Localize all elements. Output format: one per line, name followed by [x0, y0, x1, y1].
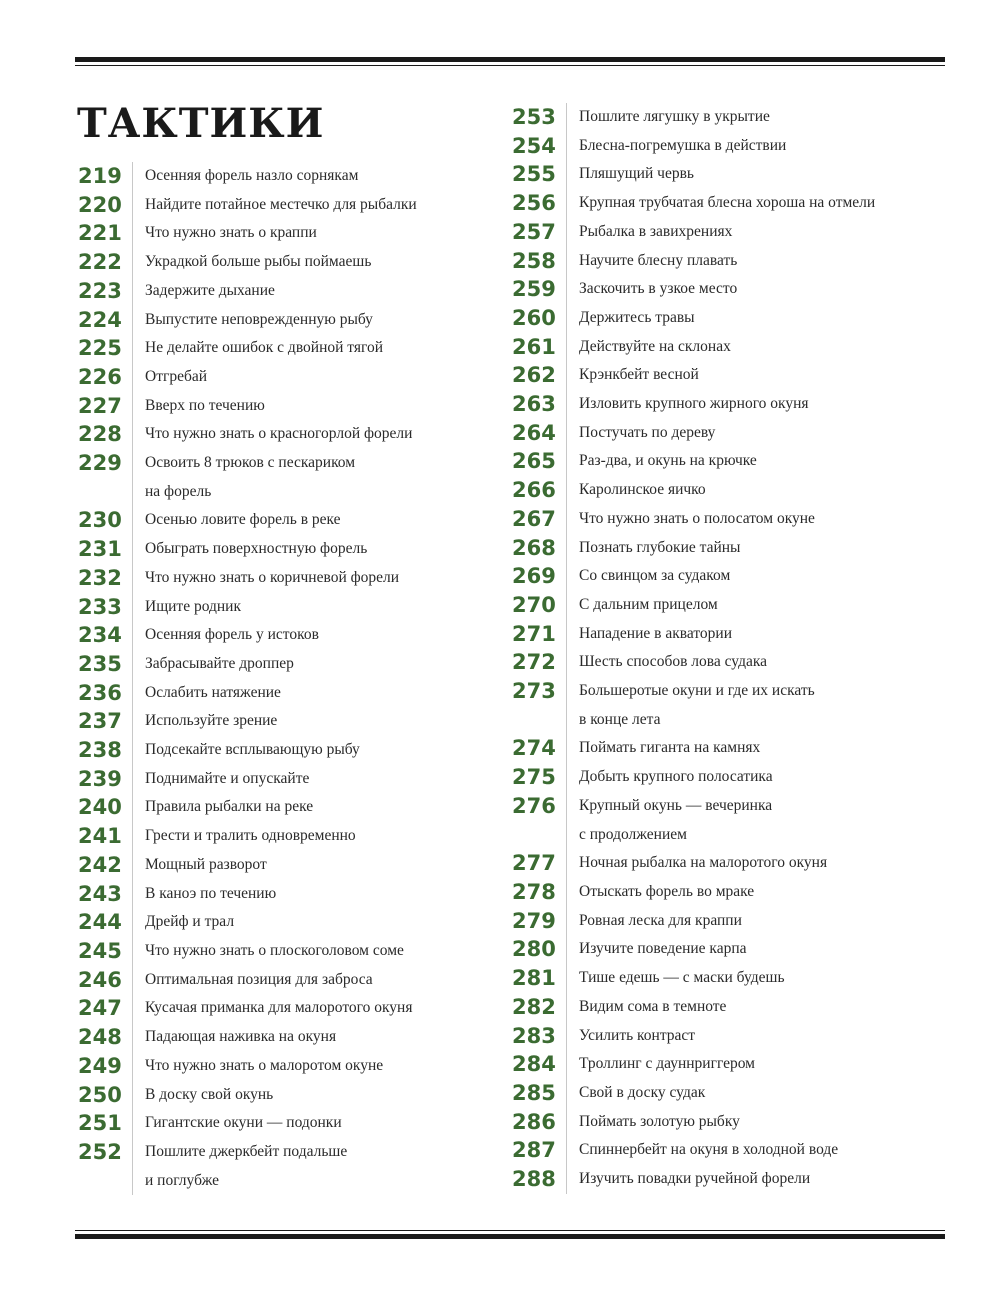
entry-number: 250 — [78, 1082, 122, 1107]
entry-title: Постучать по дереву — [566, 419, 942, 448]
entry-number: 288 — [512, 1167, 556, 1192]
toc-entry — [78, 1023, 478, 1052]
entry-title: Поймать золотую рыбку — [566, 1108, 942, 1137]
entry-title: Осенняя форель у истоков — [132, 621, 478, 650]
entry-title: Со свинцом за судаком — [566, 562, 942, 591]
toc-entry — [78, 219, 478, 248]
entry-number: 268 — [512, 535, 556, 560]
toc-entry — [78, 880, 478, 909]
entry-number: 228 — [78, 422, 122, 447]
entry-number: 258 — [512, 248, 556, 273]
entry-title: Что нужно знать о краппи — [132, 219, 478, 248]
entry-title: Изучить повадки ручейной форели — [566, 1165, 942, 1194]
entry-title: Отыскать форель во мраке — [566, 878, 942, 907]
entry-number: 263 — [512, 392, 556, 417]
toc-column-right — [512, 103, 942, 1194]
entry-number: 249 — [78, 1053, 122, 1078]
toc-entry — [78, 420, 478, 449]
entry-number: 234 — [78, 623, 122, 648]
toc-entry — [512, 562, 942, 591]
entry-number: 235 — [78, 651, 122, 676]
toc-entry — [512, 1136, 942, 1165]
entry-number: 244 — [78, 910, 122, 935]
entry-title: Познать глубокие тайны — [566, 534, 942, 563]
entry-title: Правила рыбалки на реке — [132, 793, 478, 822]
toc-entry — [78, 564, 478, 593]
toc-entry — [512, 189, 942, 218]
entry-title: Усилить контраст — [566, 1022, 942, 1051]
entry-title: Осенью ловите форель в реке — [132, 506, 478, 535]
toc-entry — [78, 162, 478, 191]
entry-title: Заскочить в узкое место — [566, 275, 942, 304]
entry-number: 286 — [512, 1109, 556, 1134]
entry-title: Спиннербейт на окуня в холодной воде — [566, 1136, 942, 1165]
entry-number: 255 — [512, 162, 556, 187]
entry-title: Каролинское яичко — [566, 476, 942, 505]
entry-number: 239 — [78, 766, 122, 791]
entry-number: 238 — [78, 738, 122, 763]
entry-number: 270 — [512, 592, 556, 617]
toc-entry — [512, 1108, 942, 1137]
entry-number: 278 — [512, 879, 556, 904]
entry-number: 253 — [512, 105, 556, 129]
entry-title: Грести и тралить одновременно — [132, 822, 478, 851]
toc-entry — [78, 707, 478, 736]
entry-number: 264 — [512, 420, 556, 445]
entry-title: Пошлите джеркбейт подальше и поглубже — [132, 1138, 478, 1195]
toc-entry — [78, 535, 478, 564]
entry-number: 275 — [512, 765, 556, 790]
entry-number: 246 — [78, 967, 122, 992]
entry-number: 219 — [78, 164, 122, 188]
entry-number: 265 — [512, 449, 556, 474]
toc-entry — [78, 793, 478, 822]
entry-number: 233 — [78, 594, 122, 619]
entry-title: Держитесь травы — [566, 304, 942, 333]
toc-entry — [512, 620, 942, 649]
entry-title: Нападение в акватории — [566, 620, 942, 649]
toc-entry — [78, 1109, 478, 1138]
toc-entry — [78, 621, 478, 650]
entry-title: Пошлите лягушку в укрытие — [566, 103, 942, 132]
toc-entry — [512, 361, 942, 390]
entry-number: 279 — [512, 908, 556, 933]
toc-entry — [512, 964, 942, 993]
entry-title: В каноэ по течению — [132, 880, 478, 909]
toc-entry — [78, 506, 478, 535]
top-rule — [75, 57, 945, 66]
entry-number: 283 — [512, 1023, 556, 1048]
entry-title: Найдите потайное местечко для рыбалки — [132, 191, 478, 220]
toc-entry — [78, 306, 478, 335]
toc-entry — [512, 132, 942, 161]
toc-entry — [78, 679, 478, 708]
toc-entry — [512, 591, 942, 620]
entry-title: Большеротые окуни и где их искать в конце лета — [566, 677, 942, 734]
entry-number: 223 — [78, 278, 122, 303]
entry-title: Рыбалка в завихрениях — [566, 218, 942, 247]
entry-title: Что нужно знать о малоротом окуне — [132, 1052, 478, 1081]
entry-number: 237 — [78, 709, 122, 734]
entry-title: Украдкой больше рыбы поймаешь — [132, 248, 478, 277]
toc-entry — [512, 275, 942, 304]
entry-number: 242 — [78, 852, 122, 877]
toc-entry — [78, 966, 478, 995]
entry-title: Не делайте ошибок с двойной тягой — [132, 334, 478, 363]
toc-entry — [78, 248, 478, 277]
toc-entry — [512, 333, 942, 362]
entry-title: Дрейф и трал — [132, 908, 478, 937]
entry-title: Блесна-погремушка в действии — [566, 132, 942, 161]
entry-number: 220 — [78, 192, 122, 217]
entry-number: 252 — [78, 1139, 122, 1164]
entry-title: Ночная рыбалка на малоротого окуня — [566, 849, 942, 878]
toc-entry — [512, 218, 942, 247]
toc-entry — [78, 937, 478, 966]
entry-number: 281 — [512, 966, 556, 991]
entry-number: 251 — [78, 1111, 122, 1136]
entry-title: Что нужно знать о полосатом окуне — [566, 505, 942, 534]
entry-title: Свой в доску судак — [566, 1079, 942, 1108]
toc-entry — [78, 191, 478, 220]
toc-entry — [512, 849, 942, 878]
entry-title: Шесть способов лова судака — [566, 648, 942, 677]
entry-number: 256 — [512, 191, 556, 216]
entry-title: Видим сома в темноте — [566, 993, 942, 1022]
entry-title: Действуйте на склонах — [566, 333, 942, 362]
entry-title: В доску свой окунь — [132, 1081, 478, 1110]
toc-entry — [512, 476, 942, 505]
entry-title: Троллинг с дауннриггером — [566, 1050, 942, 1079]
entry-title: Научите блесну плавать — [566, 247, 942, 276]
entry-number: 240 — [78, 795, 122, 820]
entry-title: Изучите поведение карпа — [566, 935, 942, 964]
entry-title: Ослабить натяжение — [132, 679, 478, 708]
toc-entry — [512, 935, 942, 964]
entry-title: Гигантские окуни — подонки — [132, 1109, 478, 1138]
entry-number: 287 — [512, 1138, 556, 1163]
toc-entry — [78, 277, 478, 306]
entry-number: 221 — [78, 221, 122, 246]
entry-number: 230 — [78, 508, 122, 533]
toc-entry — [78, 363, 478, 392]
entry-number: 262 — [512, 363, 556, 388]
entry-number: 229 — [78, 451, 122, 476]
entry-title: Ищите родник — [132, 593, 478, 622]
entry-number: 261 — [512, 334, 556, 359]
entry-title: Осенняя форель назло сорнякам — [132, 162, 478, 191]
toc-entry — [78, 736, 478, 765]
entry-title: Раз-два, и окунь на крючке — [566, 447, 942, 476]
toc-entry — [78, 1081, 478, 1110]
page-title: ТАКТИКИ — [77, 100, 325, 147]
toc-entry — [78, 822, 478, 851]
entry-title: Забрасывайте дроппер — [132, 650, 478, 679]
entry-title: Пляшущий червь — [566, 160, 942, 189]
toc-entry — [512, 447, 942, 476]
entry-number: 245 — [78, 938, 122, 963]
entry-number: 284 — [512, 1052, 556, 1077]
toc-entry — [78, 392, 478, 421]
toc-entry — [512, 1050, 942, 1079]
entry-title: Добыть крупного полосатика — [566, 763, 942, 792]
entry-title: Оптимальная позиция для заброса — [132, 966, 478, 995]
entry-number: 267 — [512, 506, 556, 531]
entry-number: 272 — [512, 650, 556, 675]
entry-title: Мощный разворот — [132, 851, 478, 880]
entry-number: 271 — [512, 621, 556, 646]
entry-number: 226 — [78, 364, 122, 389]
entry-title: Что нужно знать о красногорлой форели — [132, 420, 478, 449]
entry-title: Поймать гиганта на камнях — [566, 734, 942, 763]
toc-entry — [512, 1022, 942, 1051]
entry-number: 243 — [78, 881, 122, 906]
entry-title: Тише едешь — с маски будешь — [566, 964, 942, 993]
entry-title: Задержите дыхание — [132, 277, 478, 306]
entry-title: Падающая наживка на окуня — [132, 1023, 478, 1052]
entry-number: 231 — [78, 537, 122, 562]
entry-number: 276 — [512, 793, 556, 818]
toc-entry — [512, 763, 942, 792]
entry-title: Освоить 8 трюков с пескариком на форель — [132, 449, 478, 506]
entry-title: Выпустите неповрежденную рыбу — [132, 306, 478, 335]
entry-number: 260 — [512, 305, 556, 330]
entry-title: Что нужно знать о плоскоголовом соме — [132, 937, 478, 966]
entry-number: 269 — [512, 564, 556, 589]
toc-entry — [78, 449, 478, 506]
toc-column-left — [78, 162, 478, 1195]
entry-number: 222 — [78, 250, 122, 275]
entry-title: Крупный окунь — вечеринка с продолжением — [566, 792, 942, 849]
entry-number: 224 — [78, 307, 122, 332]
toc-entry — [78, 593, 478, 622]
toc-entry — [512, 677, 942, 734]
entry-number: 248 — [78, 1025, 122, 1050]
entry-title: Обыграть поверхностную форель — [132, 535, 478, 564]
toc-entry — [512, 247, 942, 276]
entry-number: 257 — [512, 219, 556, 244]
entry-number: 273 — [512, 679, 556, 704]
toc-entry — [78, 765, 478, 794]
entry-title: Отгребай — [132, 363, 478, 392]
entry-title: Крэнкбейт весной — [566, 361, 942, 390]
toc-entry — [512, 505, 942, 534]
toc-entry — [512, 1165, 942, 1194]
toc-entry — [78, 1138, 478, 1195]
entry-number: 236 — [78, 680, 122, 705]
entry-title: Кусачая приманка для малоротого окуня — [132, 994, 478, 1023]
toc-entry — [78, 334, 478, 363]
entry-number: 254 — [512, 133, 556, 158]
entry-title: Ровная леска для краппи — [566, 907, 942, 936]
entry-number: 232 — [78, 565, 122, 590]
entry-number: 227 — [78, 393, 122, 418]
entry-number: 259 — [512, 277, 556, 302]
toc-entry — [512, 792, 942, 849]
toc-entry — [512, 878, 942, 907]
toc-entry — [512, 734, 942, 763]
entry-title: Вверх по течению — [132, 392, 478, 421]
toc-entry — [512, 390, 942, 419]
entry-title: С дальним прицелом — [566, 591, 942, 620]
entry-title: Поднимайте и опускайте — [132, 765, 478, 794]
toc-entry — [78, 650, 478, 679]
toc-entry — [78, 851, 478, 880]
toc-entry — [512, 304, 942, 333]
entry-title: Крупная трубчатая блесна хороша на отмели — [566, 189, 942, 218]
entry-number: 247 — [78, 996, 122, 1021]
entry-title: Изловить крупного жирного окуня — [566, 390, 942, 419]
toc-entry — [512, 419, 942, 448]
entry-number: 225 — [78, 336, 122, 361]
entry-title: Что нужно знать о коричневой форели — [132, 564, 478, 593]
entry-number: 274 — [512, 736, 556, 761]
toc-entry — [512, 648, 942, 677]
toc-entry — [512, 1079, 942, 1108]
toc-entry — [512, 160, 942, 189]
entry-title: Используйте зрение — [132, 707, 478, 736]
entry-number: 266 — [512, 478, 556, 503]
toc-entry — [512, 103, 942, 132]
toc-entry — [512, 993, 942, 1022]
entry-number: 282 — [512, 994, 556, 1019]
toc-entry — [78, 1052, 478, 1081]
entry-number: 285 — [512, 1080, 556, 1105]
toc-entry — [512, 534, 942, 563]
toc-entry — [78, 994, 478, 1023]
entry-number: 241 — [78, 824, 122, 849]
entry-number: 277 — [512, 851, 556, 876]
entry-title: Подсекайте всплывающую рыбу — [132, 736, 478, 765]
entry-number: 280 — [512, 937, 556, 962]
bottom-rule — [75, 1230, 945, 1239]
toc-entry — [78, 908, 478, 937]
toc-entry — [512, 907, 942, 936]
